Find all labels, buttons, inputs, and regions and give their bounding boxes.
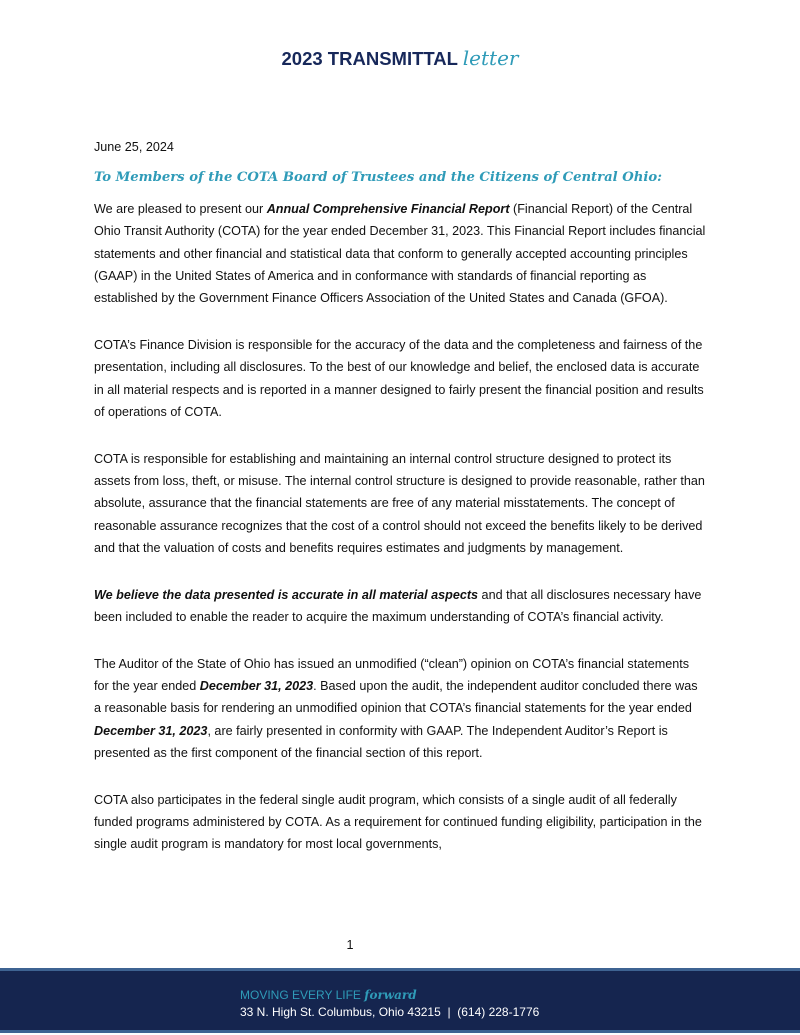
paragraph — [94, 653, 706, 764]
paragraph-text: The Auditor of the State of Ohio has issued an unmodified (“clean”) opinion on COTA’s financial statements for the year ended — [94, 656, 690, 694]
emphasis-text: Annual Comprehensive Financial Report — [266, 202, 510, 216]
paragraph-text: COTA also participates in the federal single audit program, which consists of a single audit of all federally funded programs administered by COTA. As a requirement for continued funding eligibility, participation in the single audit program is mandatory for most local governments, — [94, 792, 702, 852]
footer — [0, 968, 800, 1033]
page-title — [0, 46, 800, 70]
paragraph — [94, 584, 706, 629]
paragraph — [94, 198, 706, 309]
paragraph — [94, 789, 706, 856]
paragraph-text: . Based upon the audit, the independent auditor concluded there was a reasonable basis for rendering an unmodified opinion that COTA’s financial statements for the year ended — [94, 679, 698, 716]
paragraph-text: and that all disclosures necessary have been included to enable the reader to acquire the maximum understanding of COTA’s financial activity. — [94, 587, 702, 624]
tagline-text: MOVING EVERY LIFE — [240, 988, 361, 1002]
title-script: letter — [462, 46, 519, 70]
tagline-script: forward — [364, 988, 417, 1002]
emphasis-text: December 31, 2023 — [199, 679, 314, 694]
paragraph-text: COTA is responsible for establishing and maintaining an internal control structure designed to protect its assets from loss, theft, or misuse. The internal control structure is designed to provide reasonable, rather than absolute, assurance that the financial statements are free of any material misstatements. The concept of reasonable assurance recognizes that the cost of a control should not exceed the benefits likely to be derived and that the valuation of costs and benefits requires estimates and judgments by management. — [94, 451, 705, 555]
paragraph — [94, 334, 706, 423]
title-main: 2023 TRANSMITTAL — [281, 48, 458, 69]
paragraph-text: We are pleased to present our — [94, 202, 267, 216]
salutation: To Members of the COTA Board of Trustees and the Citizens of Central Ohio: — [94, 170, 662, 185]
paragraph-text: , are fairly presented in conformity with GAAP. The Independent Auditor’s Report is presented as the first component of the financial section of this report. — [94, 723, 668, 760]
footer-address: 33 N. High St. Columbus, Ohio 43215 | (614) 228-1776 — [240, 1005, 540, 1019]
paragraph-text: (Financial Report) of the Central Ohio Transit Authority (COTA) for the year ended December 31, 2023. This Financial Report includes financial statements and other financial and statistical data that conform to generally accepted accounting principles (GAAP) in the United States of America and in conformance with standards of financial reporting as established by the Government Finance Officers Association of the United States and Canada (GFOA). — [94, 202, 706, 306]
emphasis-text: We believe the data presented is accurate in all material aspects — [94, 587, 479, 602]
paragraph-text: COTA’s Finance Division is responsible for the accuracy of the data and the completeness and fairness of the presentation, including all disclosures. To the best of our knowledge and belief, the enclosed data is accurate in all material respects and is reported in a manner designed to fairly present the financial position and results of operations of COTA. — [94, 337, 704, 419]
emphasis-text: December 31, 2023 — [94, 723, 208, 738]
page-number: 1 — [346, 938, 354, 952]
letter-body — [94, 198, 706, 880]
paragraph — [94, 448, 706, 559]
footer-tagline — [240, 988, 417, 1002]
letter-date: June 25, 2024 — [94, 140, 174, 154]
